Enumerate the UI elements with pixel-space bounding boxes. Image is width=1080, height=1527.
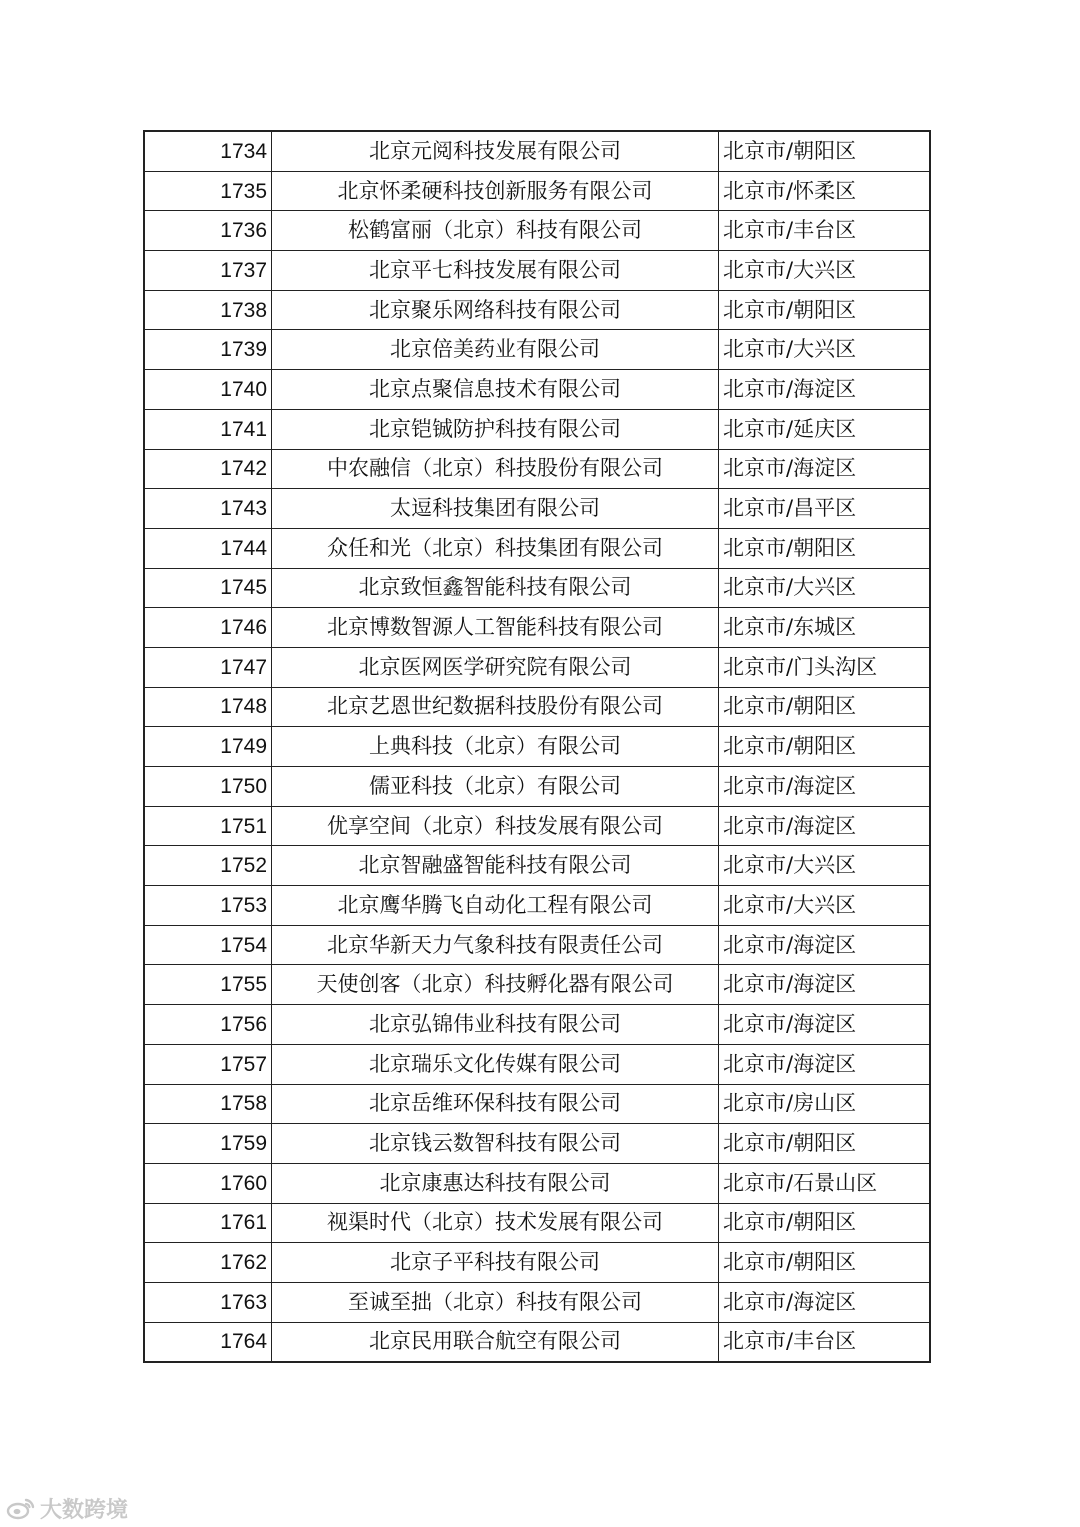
row-number: 1761 [144,1203,272,1243]
company-region: 北京市/朝阳区 [719,687,931,727]
company-name: 上典科技（北京）有限公司 [272,727,719,767]
row-number: 1753 [144,886,272,926]
table-row [144,727,930,767]
table-row [144,608,930,648]
table-row [144,568,930,608]
watermark-text: 大数跨境 [40,1497,129,1523]
row-number: 1747 [144,647,272,687]
company-name: 优享空间（北京）科技发展有限公司 [272,806,719,846]
table-row [144,251,930,291]
row-number: 1734 [144,131,272,171]
company-region: 北京市/海淀区 [719,1044,931,1084]
company-region: 北京市/海淀区 [719,1005,931,1045]
company-name: 视渠时代（北京）技术发展有限公司 [272,1203,719,1243]
company-name: 北京倍美药业有限公司 [272,330,719,370]
table-row [144,131,930,171]
row-number: 1751 [144,806,272,846]
company-region: 北京市/丰台区 [719,1322,931,1362]
company-name: 北京铠铖防护科技有限公司 [272,409,719,449]
table-row [144,290,930,330]
company-name: 北京艺恩世纪数据科技股份有限公司 [272,687,719,727]
company-name: 天使创客（北京）科技孵化器有限公司 [272,965,719,1005]
company-region: 北京市/朝阳区 [719,727,931,767]
table-row [144,1203,930,1243]
row-number: 1752 [144,846,272,886]
company-region: 北京市/昌平区 [719,489,931,529]
table-row [144,1124,930,1164]
row-number: 1760 [144,1163,272,1203]
company-name: 北京致恒鑫智能科技有限公司 [272,568,719,608]
table-row [144,846,930,886]
company-name: 北京鹰华腾飞自动化工程有限公司 [272,886,719,926]
table-row [144,886,930,926]
company-region: 北京市/海淀区 [719,1282,931,1322]
company-name: 至诚至拙（北京）科技有限公司 [272,1282,719,1322]
row-number: 1763 [144,1282,272,1322]
row-number: 1741 [144,409,272,449]
company-table [143,130,931,1363]
row-number: 1748 [144,687,272,727]
table-row [144,1282,930,1322]
row-number: 1744 [144,528,272,568]
row-number: 1749 [144,727,272,767]
company-name: 北京聚乐网络科技有限公司 [272,290,719,330]
row-number: 1736 [144,211,272,251]
row-number: 1742 [144,449,272,489]
company-name: 北京瑞乐文化传媒有限公司 [272,1044,719,1084]
company-region: 北京市/海淀区 [719,767,931,807]
weibo-logo-icon [6,1495,36,1521]
company-name: 北京民用联合航空有限公司 [272,1322,719,1362]
table-row [144,965,930,1005]
table-row [144,1084,930,1124]
company-region: 北京市/海淀区 [719,965,931,1005]
company-name: 松鹤富丽（北京）科技有限公司 [272,211,719,251]
row-number: 1756 [144,1005,272,1045]
table-body [144,131,930,1362]
table-row [144,687,930,727]
company-region: 北京市/石景山区 [719,1163,931,1203]
company-region: 北京市/朝阳区 [719,1243,931,1283]
table-row [144,1163,930,1203]
company-region: 北京市/丰台区 [719,211,931,251]
watermark [6,1492,128,1524]
company-region: 北京市/大兴区 [719,568,931,608]
table-row [144,647,930,687]
table-row [144,1044,930,1084]
company-region: 北京市/朝阳区 [719,290,931,330]
row-number: 1739 [144,330,272,370]
row-number: 1738 [144,290,272,330]
company-region: 北京市/大兴区 [719,330,931,370]
company-region: 北京市/朝阳区 [719,1203,931,1243]
company-name: 儒亚科技（北京）有限公司 [272,767,719,807]
table-row [144,767,930,807]
row-number: 1746 [144,608,272,648]
company-region: 北京市/朝阳区 [719,528,931,568]
table-row [144,806,930,846]
company-name: 北京钱云数智科技有限公司 [272,1124,719,1164]
row-number: 1737 [144,251,272,291]
table-row [144,489,930,529]
company-name: 太逗科技集团有限公司 [272,489,719,529]
table-row [144,449,930,489]
row-number: 1740 [144,370,272,410]
row-number: 1745 [144,568,272,608]
table-row [144,925,930,965]
table-row [144,1322,930,1362]
document-page [143,130,931,1363]
company-region: 北京市/延庆区 [719,409,931,449]
company-name: 北京医网医学研究院有限公司 [272,647,719,687]
company-region: 北京市/朝阳区 [719,1124,931,1164]
company-region: 北京市/大兴区 [719,251,931,291]
company-name: 北京元阅科技发展有限公司 [272,131,719,171]
company-region: 北京市/海淀区 [719,925,931,965]
table-row [144,330,930,370]
company-name: 北京智融盛智能科技有限公司 [272,846,719,886]
table-row [144,1243,930,1283]
table-row [144,171,930,211]
company-region: 北京市/房山区 [719,1084,931,1124]
company-name: 北京子平科技有限公司 [272,1243,719,1283]
table-row [144,409,930,449]
row-number: 1754 [144,925,272,965]
table-row [144,211,930,251]
row-number: 1755 [144,965,272,1005]
table-row [144,528,930,568]
company-name: 北京康惠达科技有限公司 [272,1163,719,1203]
company-region: 北京市/海淀区 [719,449,931,489]
row-number: 1750 [144,767,272,807]
row-number: 1762 [144,1243,272,1283]
company-name: 北京平七科技发展有限公司 [272,251,719,291]
company-name: 众任和光（北京）科技集团有限公司 [272,528,719,568]
company-name: 北京怀柔硬科技创新服务有限公司 [272,171,719,211]
company-region: 北京市/门头沟区 [719,647,931,687]
company-region: 北京市/海淀区 [719,806,931,846]
company-name: 北京点聚信息技术有限公司 [272,370,719,410]
company-region: 北京市/东城区 [719,608,931,648]
row-number: 1757 [144,1044,272,1084]
company-name: 北京弘锦伟业科技有限公司 [272,1005,719,1045]
company-region: 北京市/大兴区 [719,846,931,886]
table-row [144,1005,930,1045]
row-number: 1764 [144,1322,272,1362]
row-number: 1743 [144,489,272,529]
company-name: 北京岳维环保科技有限公司 [272,1084,719,1124]
row-number: 1735 [144,171,272,211]
company-region: 北京市/怀柔区 [719,171,931,211]
company-name: 北京华新天力气象科技有限责任公司 [272,925,719,965]
company-name: 中农融信（北京）科技股份有限公司 [272,449,719,489]
company-region: 北京市/大兴区 [719,886,931,926]
row-number: 1758 [144,1084,272,1124]
company-region: 北京市/海淀区 [719,370,931,410]
table-row [144,370,930,410]
company-region: 北京市/朝阳区 [719,131,931,171]
company-name: 北京博数智源人工智能科技有限公司 [272,608,719,648]
row-number: 1759 [144,1124,272,1164]
